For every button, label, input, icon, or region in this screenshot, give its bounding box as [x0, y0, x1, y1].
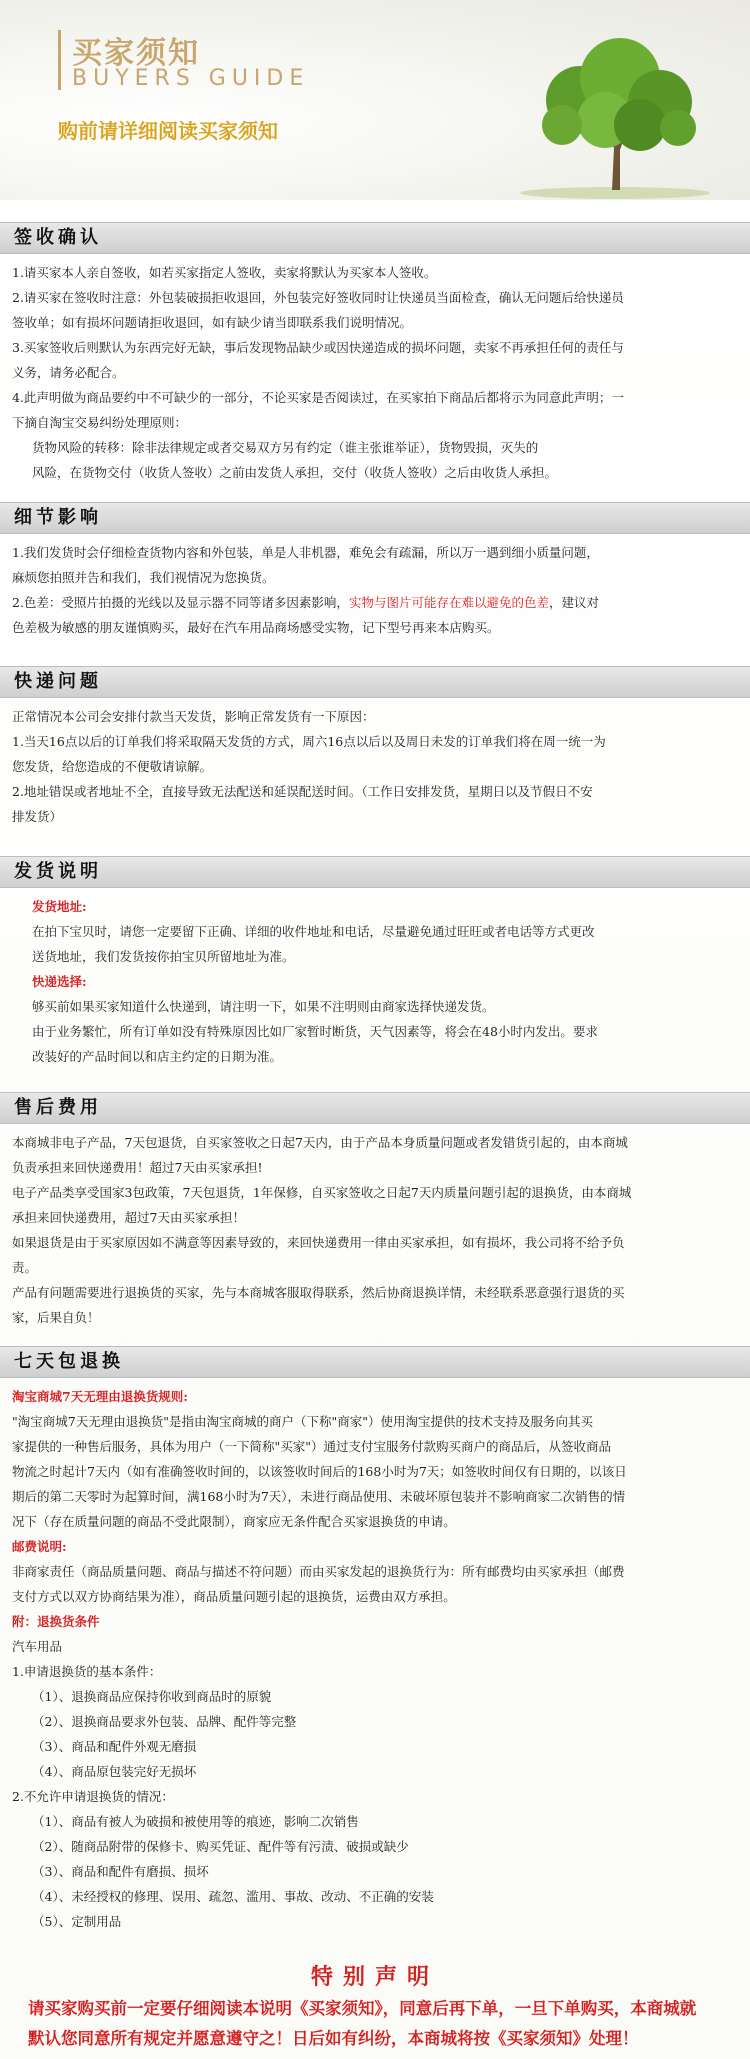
list-item: （3）、商品和配件外观无磨损: [32, 1739, 197, 1754]
section-sign-confirm: [0, 222, 750, 485]
text-line: 您发货，给您造成的不便敬请谅解。: [12, 759, 213, 774]
text-line: 3.买家签收后则默认为东西完好无缺，事后发现物品缺少或因快递造成的损坏问题，卖家不再承担任何的责任与: [12, 340, 624, 355]
text-line: 产品有问题需要进行退换货的买家，先与本商城客服取得联系，然后协商退换详情，未经联系恶意强行退货的买: [12, 1285, 625, 1300]
text-line: 支付方式以双方协商结果为准），商品质量问题引起的退换货，运费由双方承担。: [12, 1589, 456, 1604]
text-line: 家，后果自负！: [12, 1310, 100, 1325]
text-line: 够买前如果买家知道什么快递到，请注明一下，如果不注明则由商家选择快递发货。: [32, 999, 495, 1014]
text-line: 本商城非电子产品，7天包退货，自买家签收之日起7天内，由于产品本身质量问题或者发错货引起的，由本商城: [12, 1135, 628, 1150]
text-line: 况下（存在质量问题的商品不受此限制），商家应无条件配合买家退换货的申请。: [12, 1514, 456, 1529]
section-details: [0, 502, 750, 640]
text-line: "淘宝商城7天无理由退换货"是指由淘宝商城的商户（下称"商家"）使用淘宝提供的技术支持及服务向其买: [12, 1414, 593, 1429]
title-en: BUYERS GUIDE: [72, 66, 310, 91]
section-delivery-issues: [0, 666, 750, 829]
text-line: 4.此声明做为商品要约中不可缺少的一部分，不论买家是否阅读过，在买家拍下商品后都将示为同意此声明；一: [12, 390, 624, 405]
text-line: 期后的第二天零时为起算时间，满168小时为7天），未进行商品使用、未破坏原包装并不影响商家二次销售的情: [12, 1489, 626, 1504]
text-line: 货物风险的转移：除非法律规定或者交易双方另有约定（谁主张谁举证），货物毁损，灭失的: [32, 440, 539, 455]
text-line: 签收单；如有损坏问题请拒收退回，如有缺少请当即联系我们说明情况。: [12, 315, 413, 330]
text-line: 2.不允许申请退换货的情况：: [12, 1789, 174, 1804]
text-line: 1.我们发货时会仔细检查货物内容和外包装，单是人非机器，难免会有疏漏，所以万一遇到细小质量问题，: [12, 545, 599, 560]
text-line: 下摘自淘宝交易纠纷处理原则：: [12, 415, 188, 430]
text-line: 承担来回快递费用，超过7天由买家承担！: [12, 1210, 245, 1225]
section-seven-day-return: [0, 1346, 750, 1934]
section-title: 细节影响: [0, 502, 750, 534]
text-line: 风险，在货物交付（收货人签收）之前由发货人承担，交付（收货人签收）之后由收货人承担。: [32, 465, 558, 480]
text-fragment: ，建议对: [548, 595, 599, 610]
special-statement-title: 特别声明: [310, 1964, 439, 1990]
tree-illustration: [510, 30, 720, 200]
section-body: [0, 888, 750, 1069]
text-line: 2.请买家在签收时注意：外包装破损拒收退回，外包装完好签收同时让快递员当面检查，确认无问题后给快递员: [12, 290, 624, 305]
text-line: 1.请买家本人亲自签收，如若买家指定人签收，卖家将默认为买家本人签收。: [12, 265, 437, 280]
text-line: 送货地址，我们发货按你拍宝贝所留地址为准。: [32, 949, 295, 964]
title-accent-bar: [58, 30, 61, 90]
list-item: （3）、商品和配件有磨损、损坏: [32, 1864, 209, 1879]
text-line: 义务，请务必配合。: [12, 365, 125, 380]
text-line: 家提供的一种售后服务，具体为用户（一下简称"买家"）通过支付宝服务付款购买商户的商品后，从签收商品: [12, 1439, 612, 1454]
text-fragment: 2.色差：受照片拍摄的光线以及显示器不同等诸多因素影响，: [12, 595, 349, 610]
section-title: 快递问题: [0, 666, 750, 698]
text-line: 默认您同意所有规定并愿意遵守之！日后如有纠纷，本商城将按《买家须知》处理！: [28, 2029, 639, 2048]
text-line: 责。: [12, 1260, 38, 1275]
text-line: 电子产品类享受国家3包政策，7天包退货，1年保修，自买家签收之日起7天内质量问题引起的退换货，由本商城: [12, 1185, 632, 1200]
section-body: [0, 534, 750, 640]
text-line: 在拍下宝贝时，请您一定要留下正确、详细的收件地址和电话，尽量避免通过旺旺或者电话等方式更改: [32, 924, 595, 939]
text-line: 2.地址错误或者地址不全，直接导致无法配送和延误配送时间。（工作日安排发货，星期日以及节假日不安: [12, 784, 593, 799]
list-item: （4）、商品原包装完好无损坏: [32, 1764, 197, 1779]
text-line: 负责承担来回快递费用！超过7天由买家承担!: [12, 1160, 263, 1175]
text-line: 改装好的产品时间以和店主约定的日期为准。: [32, 1049, 283, 1064]
text-line: 排发货）: [12, 809, 63, 824]
section-body: [0, 1124, 750, 1330]
return-conditions-label: 附：退换货条件: [12, 1614, 100, 1629]
section-title: 售后费用: [0, 1092, 750, 1124]
special-statement-body: [0, 1994, 750, 2054]
list-item: （2）、退换商品要求外包装、品牌、配件等完整: [32, 1714, 297, 1729]
text-line: 如果退货是由于买家原因如不满意等因素导致的，来回快递费用一律由买家承担，如有损坏，我公司将不给予负: [12, 1235, 625, 1250]
header-banner: [0, 0, 750, 200]
text-line: 由于业务繁忙，所有订单如没有特殊原因比如厂家暂时断货，天气因素等，将会在48小时内发出。要求: [32, 1024, 598, 1039]
section-after-sales-fees: [0, 1092, 750, 1330]
list-item: （1）、退换商品应保持你收到商品时的原貌: [32, 1689, 272, 1704]
special-statement: [0, 1960, 750, 2054]
text-line: 色差极为敏感的朋友谨慎购买，最好在汽车用品商场感受实物，记下型号再来本店购买。: [12, 620, 500, 635]
section-title: 发货说明: [0, 856, 750, 888]
text-line: 麻烦您拍照并告和我们，我们视情况为您换货。: [12, 570, 275, 585]
list-item: （5）、定制用品: [32, 1914, 122, 1929]
text-line: 物流之时起计7天内（如有准确签收时间的，以该签收时间后的168小时为7天；如签收时间仅有日期的，以该日: [12, 1464, 627, 1479]
text-line: 非商家责任（商品质量问题、商品与描述不符问题）而由买家发起的退换货行为：所有邮费均由买家承担（邮费: [12, 1564, 625, 1579]
text-line: 正常情况本公司会安排付款当天发货，影响正常发货有一下原因：: [12, 709, 375, 724]
color-difference-warning: 实物与图片可能存在难以避免的色差: [348, 595, 549, 610]
text-line: 1.申请退换货的基本条件：: [12, 1664, 162, 1679]
section-title: 签收确认: [0, 222, 750, 254]
section-title: 七天包退换: [0, 1346, 750, 1378]
section-body: [0, 698, 750, 829]
list-item: （1）、商品有被人为破损和被使用等的痕迹，影响二次销售: [32, 1814, 359, 1829]
text-line: 汽车用品: [12, 1639, 63, 1654]
text-line: 请买家购买前一定要仔细阅读本说明《买家须知》，同意后再下单，一旦下单购买，本商城就: [28, 1999, 697, 2018]
section-body: [0, 1378, 750, 1934]
courier-choice-label: 快递选择:: [32, 974, 87, 989]
section-shipping-notes: [0, 856, 750, 1069]
header-subtitle: 购前请详细阅读买家须知: [58, 119, 278, 143]
return-rules-label: 淘宝商城7天无理由退换货规则:: [12, 1389, 188, 1404]
list-item: （2）、随商品附带的保修卡、购买凭证、配件等有污渍、破损或缺少: [32, 1839, 409, 1854]
text-line: 1.当天16点以后的订单我们将采取隔天发货的方式，周六16点以后以及周日未发的订单我们将在周一统一为: [12, 734, 606, 749]
list-item: （4）、未经授权的修理、误用、疏忽、滥用、事故、改动、不正确的安装: [32, 1889, 434, 1904]
postage-label: 邮费说明:: [12, 1539, 67, 1554]
shipping-address-label: 发货地址:: [32, 899, 87, 914]
text-line: [12, 590, 740, 615]
section-body: [0, 254, 750, 485]
title-cn: 买家须知: [72, 36, 200, 71]
